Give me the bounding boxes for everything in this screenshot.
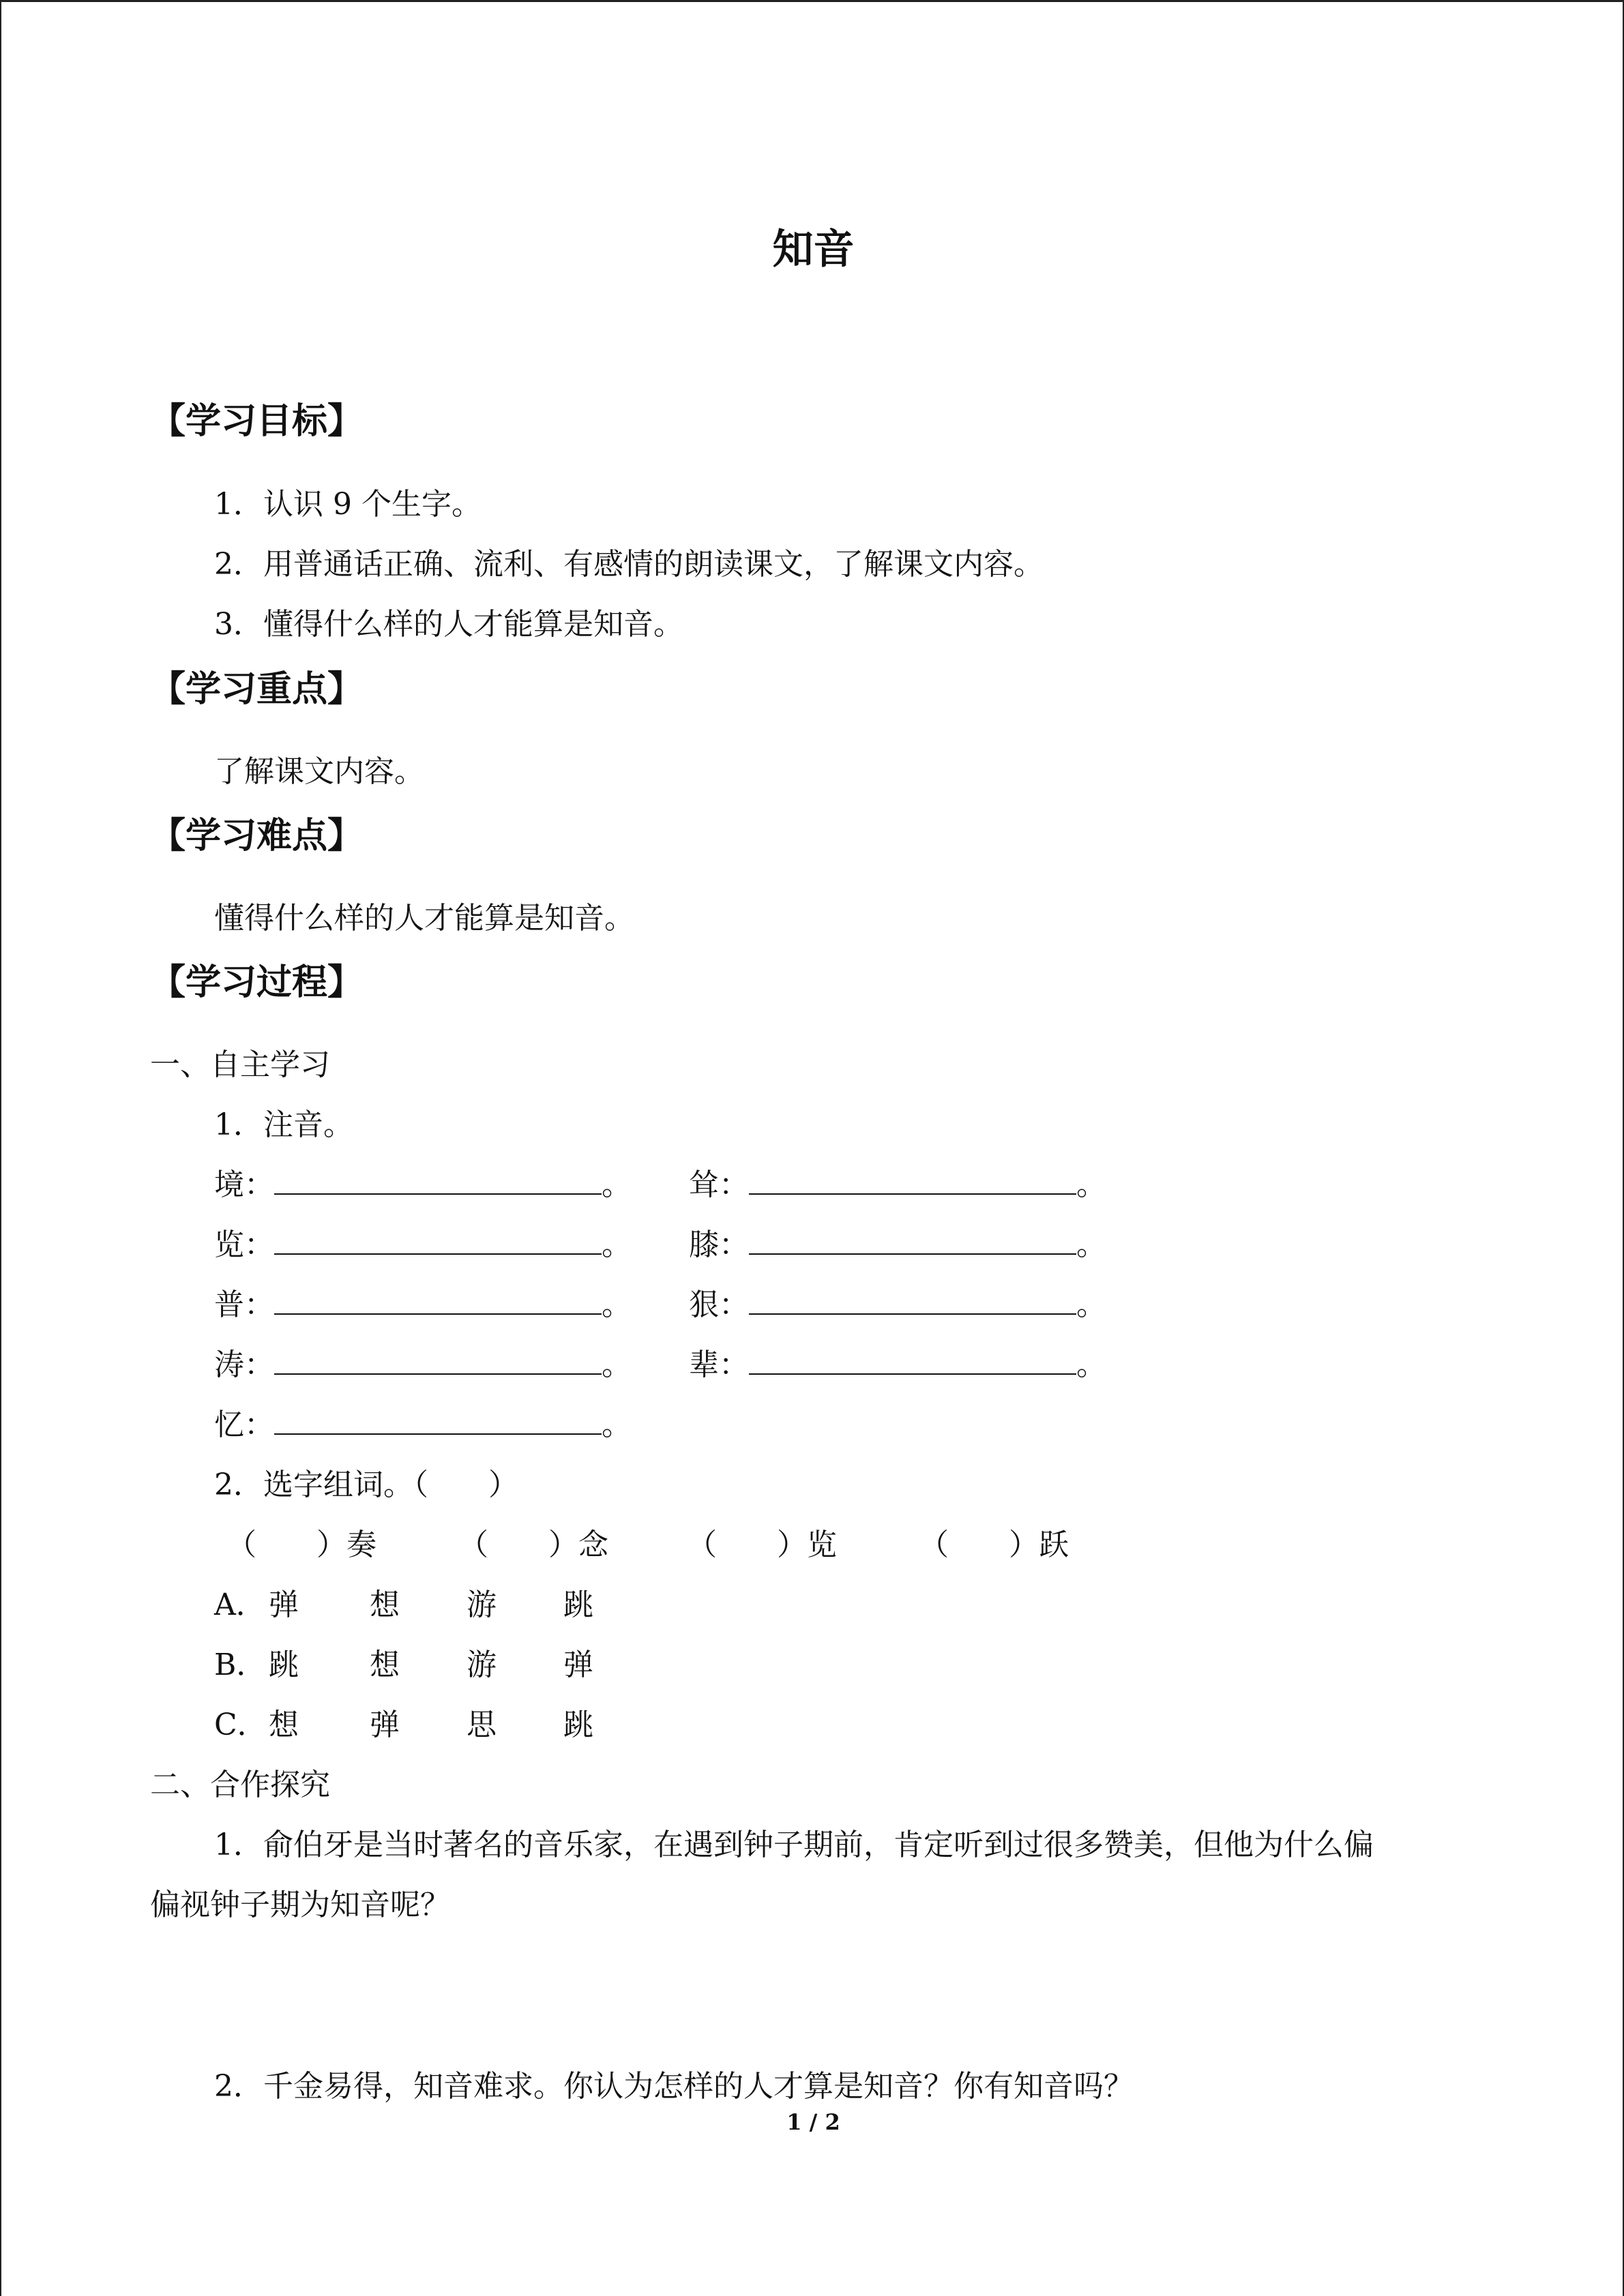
goal-item-3: 3．懂得什么样的人才能算是知音。	[214, 607, 683, 642]
end-mark: 。	[1076, 1167, 1106, 1202]
char-label: 普：	[214, 1287, 274, 1322]
pinyin-row-right-4	[689, 1340, 1106, 1384]
pinyin-row-left-2	[214, 1220, 632, 1264]
option-char: 思	[467, 1708, 497, 1742]
char-label: 境：	[214, 1167, 274, 1202]
q2-blank-2[interactable]: （ ）念	[458, 1527, 608, 1562]
pinyin-row-left-4	[214, 1340, 632, 1384]
answer-blank[interactable]	[274, 1403, 602, 1435]
option-c[interactable]	[214, 1700, 593, 1744]
process-heading: 【学习过程】	[150, 962, 364, 1003]
q2-blank-1[interactable]: （ ）奏	[226, 1527, 377, 1562]
end-mark: 。	[602, 1347, 632, 1382]
pinyin-row-right-1	[689, 1160, 1106, 1204]
difficulties-text: 懂得什么样的人才能算是知音。	[214, 901, 634, 936]
char-label: 忆：	[214, 1407, 274, 1442]
option-char: 游	[467, 1587, 497, 1622]
option-char: 跳	[563, 1708, 593, 1742]
option-char: 跳	[563, 1587, 593, 1622]
pinyin-row-right-3	[689, 1280, 1106, 1324]
pinyin-row-left-5	[214, 1400, 632, 1444]
end-mark: 。	[602, 1407, 632, 1442]
part2-title: 二、合作探究	[150, 1768, 330, 1802]
goal-item-1: 1．认识 9 个生字。	[214, 487, 482, 522]
answer-blank[interactable]	[749, 1283, 1076, 1315]
char-label: 览：	[214, 1227, 274, 1262]
option-a[interactable]	[214, 1580, 593, 1624]
answer-blank[interactable]	[274, 1343, 602, 1375]
pinyin-row-left-1	[214, 1160, 632, 1204]
option-char: 想	[370, 1587, 400, 1622]
option-char: 弹	[269, 1587, 299, 1622]
goals-heading: 【学习目标】	[150, 401, 364, 442]
char-label: 狠：	[689, 1287, 749, 1322]
answer-blank[interactable]	[274, 1283, 602, 1315]
option-char: 想	[370, 1648, 400, 1682]
part2-q1-line1: 1．俞伯牙是当时著名的音乐家，在遇到钟子期前，肯定听到过很多赞美，但他为什么偏	[214, 1828, 1374, 1862]
goal-item-2: 2．用普通话正确、流利、有感情的朗读课文，了解课文内容。	[214, 547, 1044, 582]
option-char: 弹	[370, 1708, 400, 1742]
key-points-text: 了解课文内容。	[214, 754, 424, 789]
answer-blank[interactable]	[274, 1163, 602, 1195]
end-mark: 。	[1076, 1227, 1106, 1262]
part2-q1-line2: 偏视钟子期为知音呢？	[150, 1888, 450, 1922]
end-mark: 。	[1076, 1287, 1106, 1322]
end-mark: 。	[602, 1287, 632, 1322]
key-points-heading: 【学习重点】	[150, 669, 364, 710]
option-char: 跳	[269, 1648, 299, 1682]
end-mark: 。	[602, 1227, 632, 1262]
answer-blank[interactable]	[749, 1343, 1076, 1375]
answer-blank[interactable]	[749, 1223, 1076, 1255]
option-label: A．	[214, 1587, 266, 1622]
q2-blank-4[interactable]: （ ）跃	[919, 1527, 1069, 1562]
end-mark: 。	[602, 1167, 632, 1202]
q2-blank-3[interactable]: （ ）览	[687, 1527, 837, 1562]
page-number: 1 / 2	[786, 2109, 840, 2135]
option-label: C．	[214, 1708, 267, 1742]
char-label: 辈：	[689, 1347, 749, 1382]
option-label: B．	[214, 1648, 267, 1682]
q2-label: 2．选字组词。（ ）	[214, 1467, 518, 1502]
end-mark: 。	[1076, 1347, 1106, 1382]
char-label: 膝：	[689, 1227, 749, 1262]
q1-label: 1．注音。	[214, 1107, 353, 1142]
pinyin-row-right-2	[689, 1220, 1106, 1264]
char-label: 涛：	[214, 1347, 274, 1382]
difficulties-heading: 【学习难点】	[150, 816, 364, 856]
answer-blank[interactable]	[749, 1163, 1076, 1195]
pinyin-row-left-3	[214, 1280, 632, 1324]
option-b[interactable]	[214, 1640, 593, 1684]
part1-title: 一、自主学习	[150, 1047, 330, 1082]
option-char: 弹	[563, 1648, 593, 1682]
page-title: 知音	[772, 226, 855, 273]
part2-q2: 2．千金易得，知音难求。你认为怎样的人才算是知音？你有知音吗？	[214, 2069, 1134, 2104]
option-char: 想	[269, 1708, 299, 1742]
option-char: 游	[467, 1648, 497, 1682]
answer-blank[interactable]	[274, 1223, 602, 1255]
char-label: 耸：	[689, 1167, 749, 1202]
